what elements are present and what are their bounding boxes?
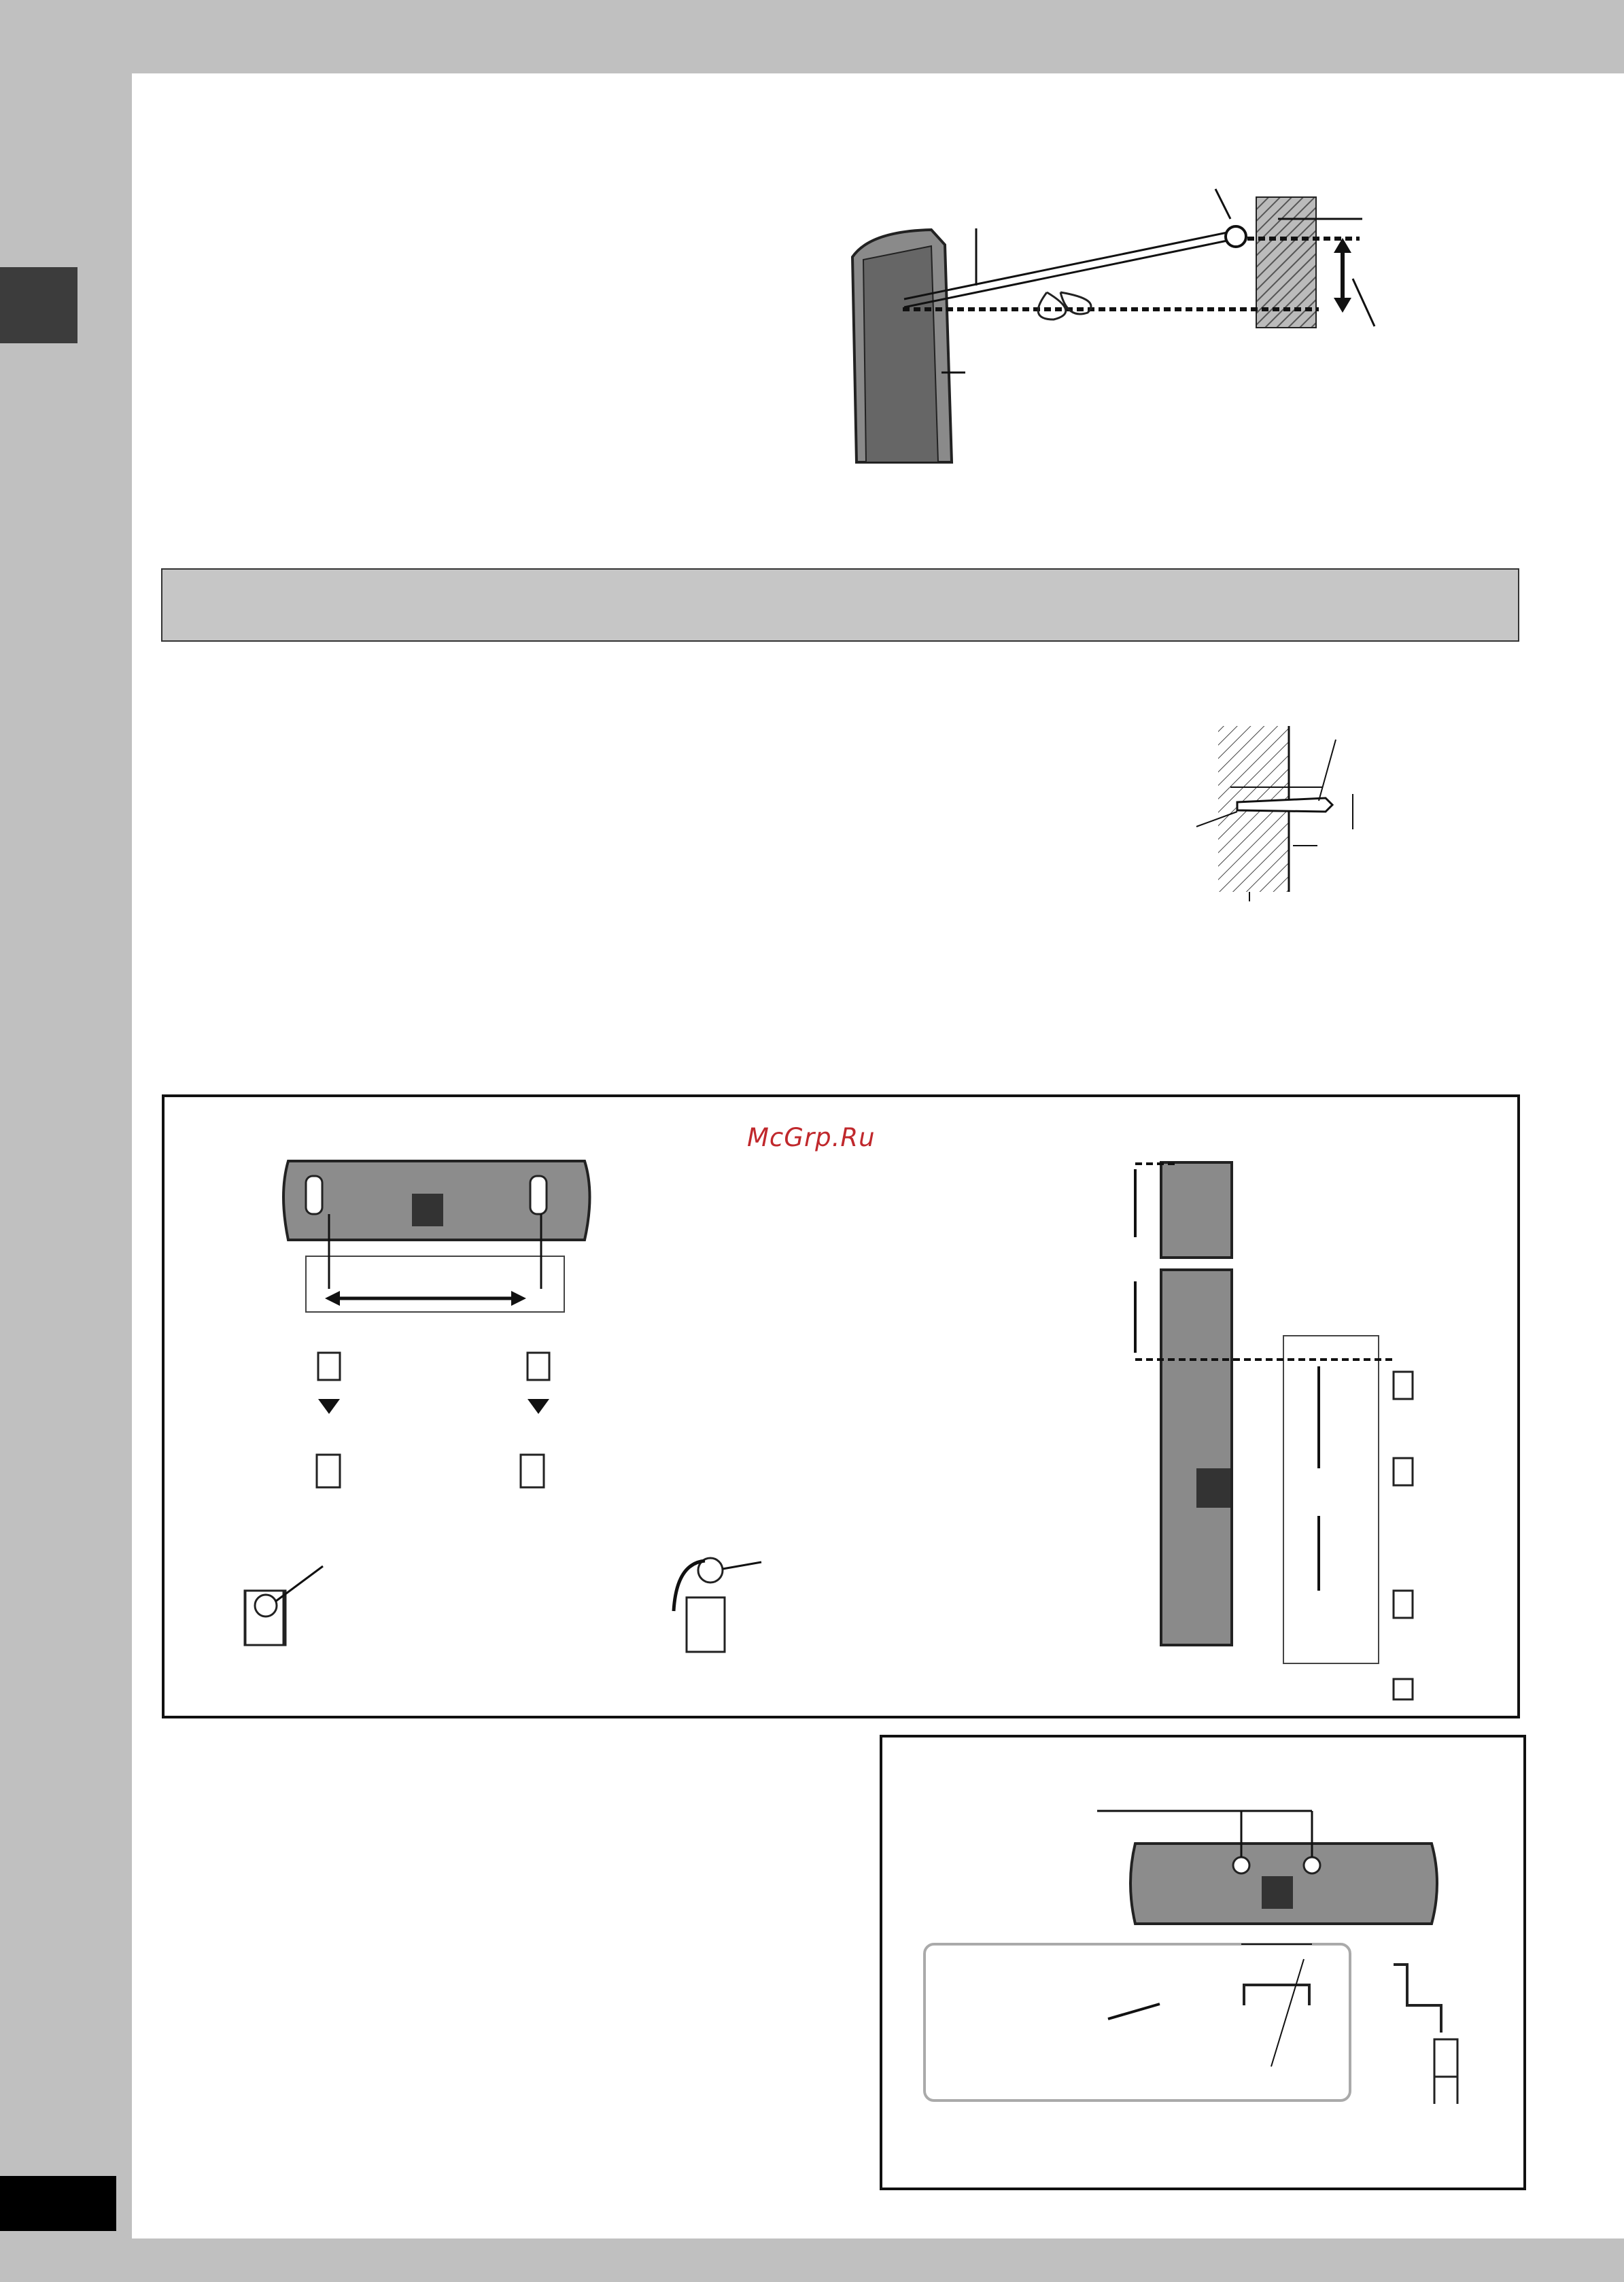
tall-speaker-wall-mount-illustration [1115, 1156, 1428, 1699]
wall-screw-detail-illustration [1196, 726, 1373, 910]
page-number-tab [0, 2176, 116, 2231]
watermark: McGrp.Ru [747, 1123, 876, 1152]
side-section-tab [0, 267, 77, 343]
section-heading-bar [161, 568, 1519, 642]
speaker-tied-to-wall-illustration [843, 184, 1387, 469]
screw-hook-detail-left [241, 1557, 330, 1652]
center-speaker-bracket-illustration [918, 1801, 1496, 2114]
screw-hook-detail-right [670, 1550, 765, 1659]
